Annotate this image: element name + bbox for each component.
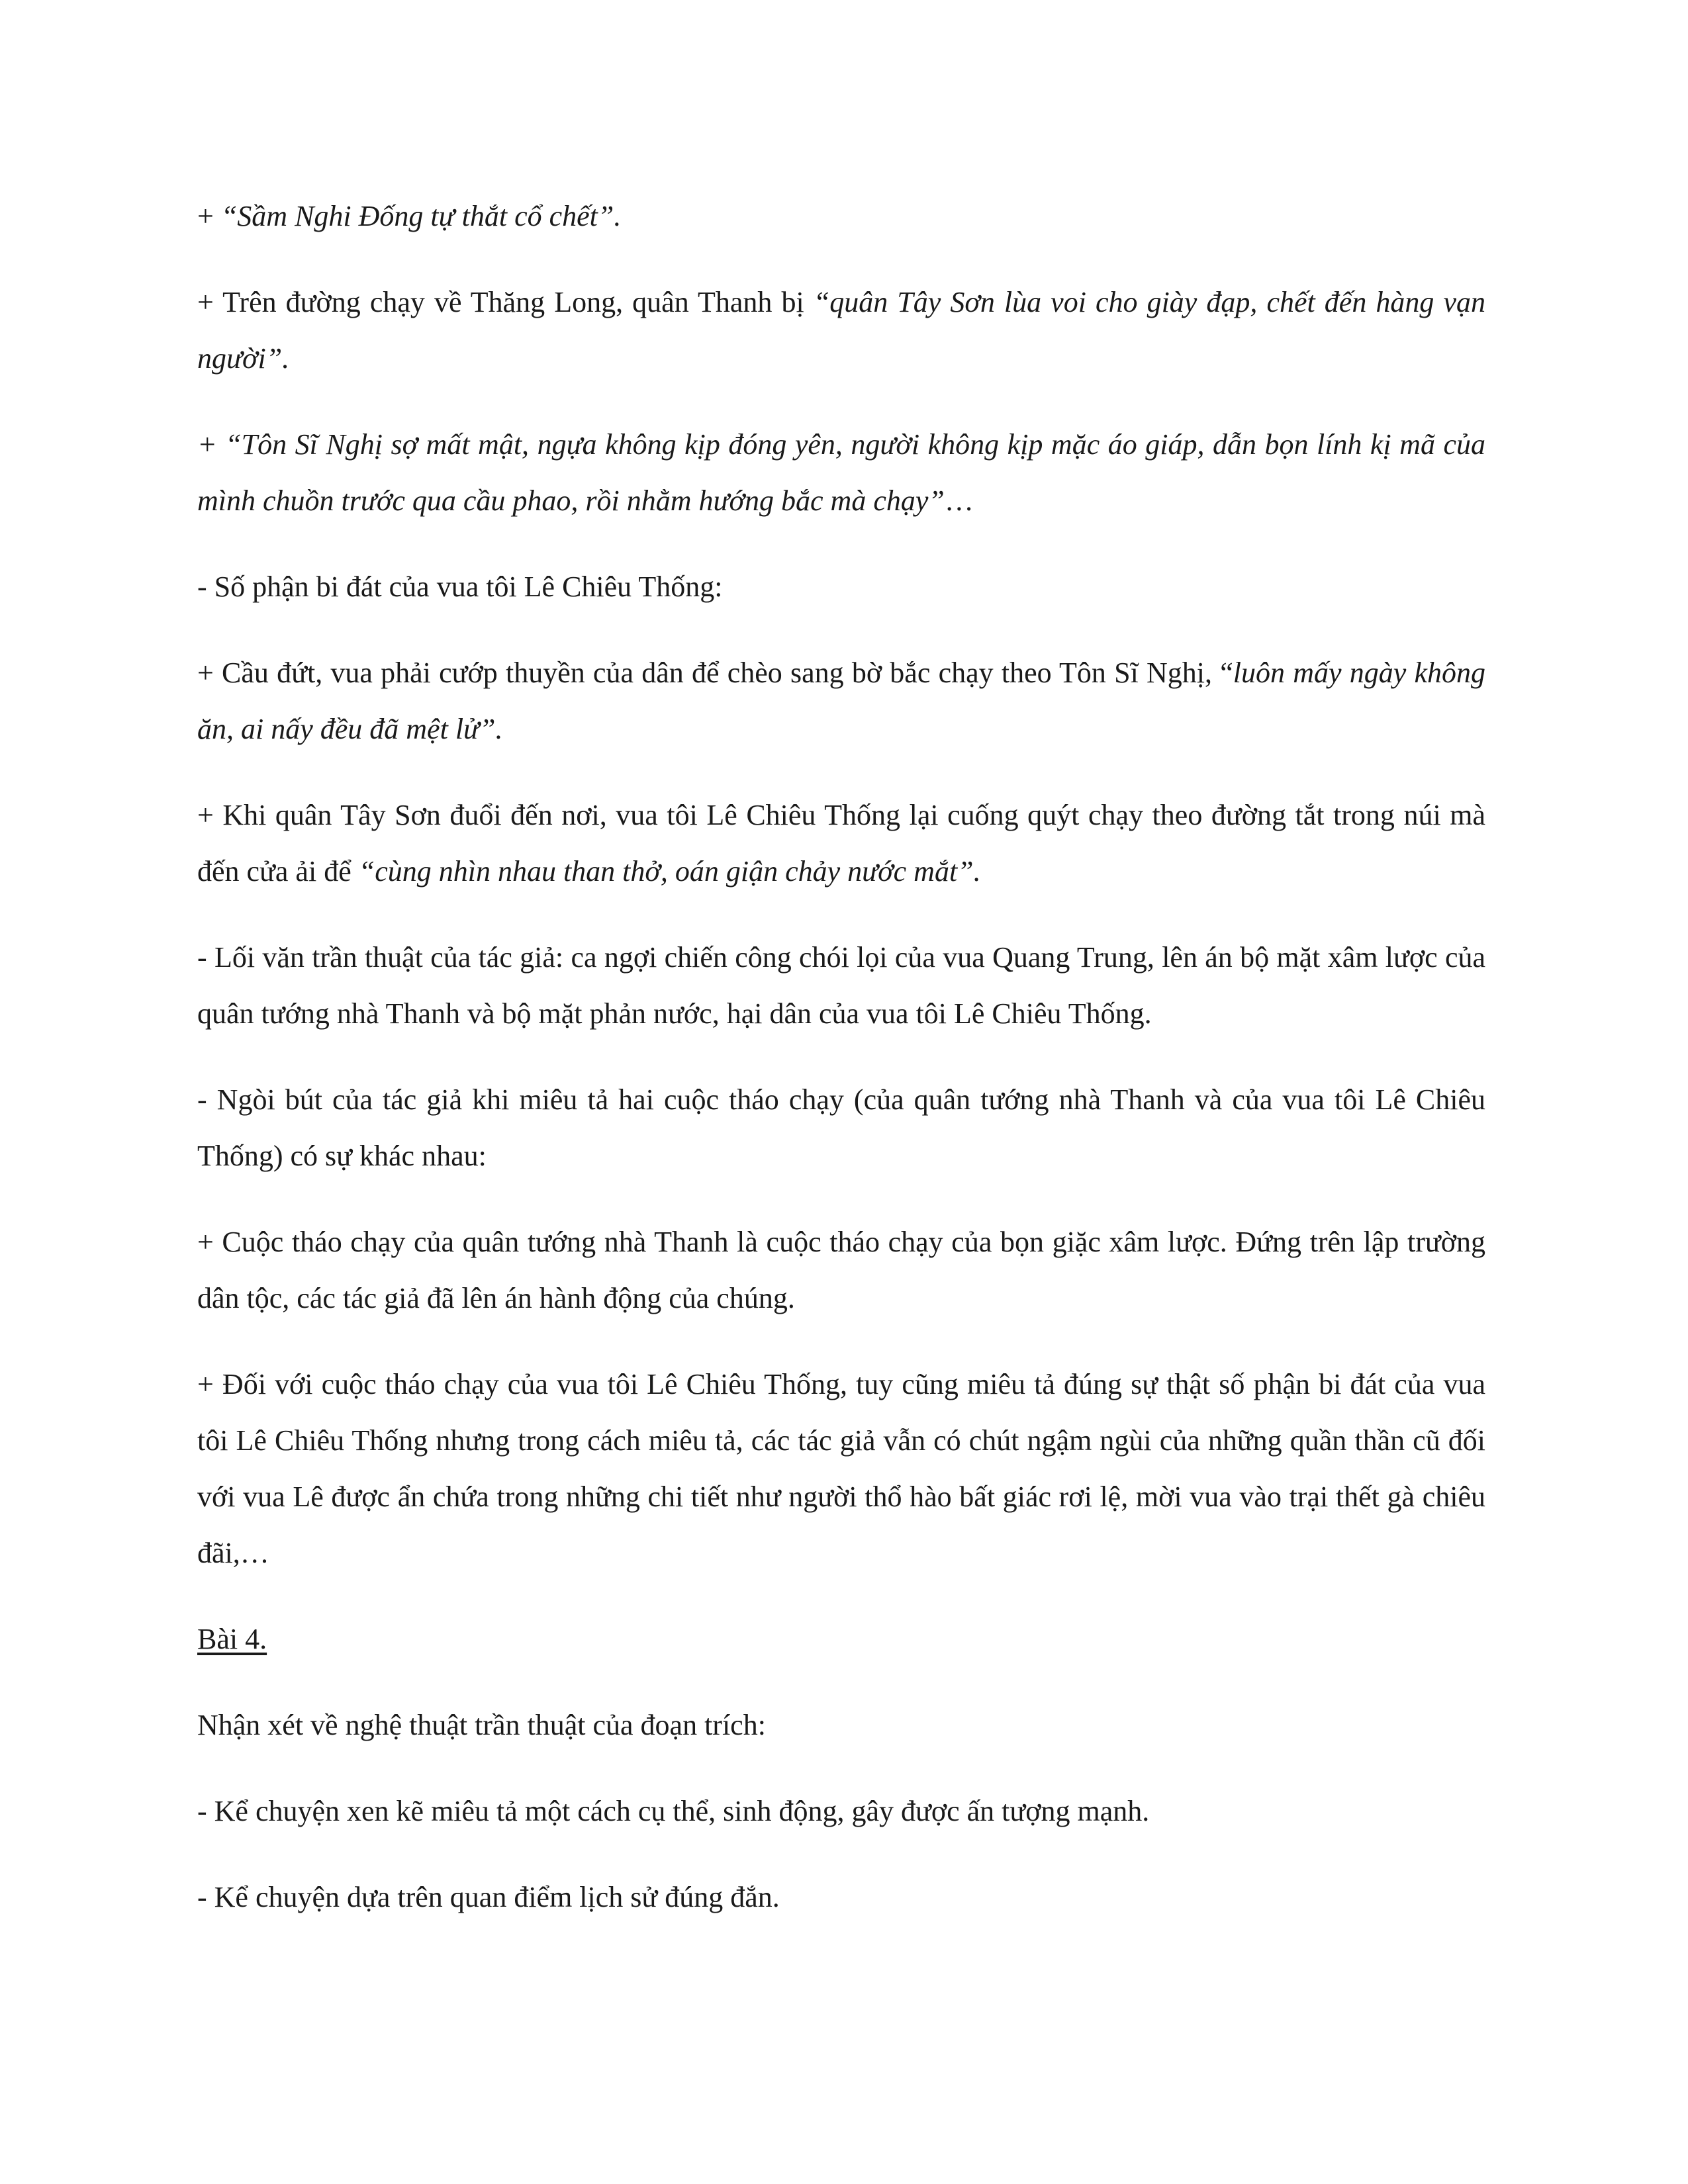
italic-quote: “Sầm Nghi Đống tự thắt cổ chết”. bbox=[220, 200, 622, 232]
text-segment: + Cầu đứt, vua phải cướp thuyền của dân để chèo sang bờ bắc chạy theo Tôn Sĩ Nghị, “ bbox=[197, 657, 1233, 689]
paragraph bbox=[197, 645, 1485, 757]
text-segment: - Lối văn trần thuật của tác giả: ca ngợi chiến công chói lọi của vua Quang Trung, lên án bộ mặt xâm lược của quân tướng nhà Thanh và bộ mặt phản nước, hại dân của vua tôi Lê Chiêu Thống. bbox=[197, 941, 1485, 1030]
section-heading bbox=[197, 1611, 1485, 1667]
paragraph bbox=[197, 274, 1485, 387]
paragraph bbox=[197, 1071, 1485, 1184]
paragraph bbox=[197, 787, 1485, 899]
paragraph bbox=[197, 559, 1485, 615]
text-segment: + Khi quân Tây Sơn đuổi đến nơi, vua tôi Lê Chiêu Thống lại cuống quýt chạy theo đường tắt trong núi mà đến cửa ải để bbox=[197, 799, 1485, 887]
text-segment: + bbox=[197, 200, 221, 232]
text-segment: + Đối với cuộc tháo chạy của vua tôi Lê Chiêu Thống, tuy cũng miêu tả đúng sự thật số phận bi đát của vua tôi Lê Chiêu Thống nhưng trong cách miêu tả, các tác giả vẫn có chút ngậm ngùi của những quần thần cũ đối với vua Lê được ẩn chứa trong những chi tiết như người thổ hào bất giác rơi lệ, mời vua vào trại thết gà chiêu đãi,… bbox=[197, 1368, 1485, 1569]
text-segment: - Ngòi bút của tác giả khi miêu tả hai cuộc tháo chạy (của quân tướng nhà Thanh và của vua tôi Lê Chiêu Thống) có sự khác nhau: bbox=[197, 1083, 1485, 1172]
paragraph bbox=[197, 416, 1485, 529]
text-segment: + Trên đường chạy về Thăng Long, quân Thanh bị bbox=[197, 286, 814, 318]
italic-quote: “cùng nhìn nhau than thở, oán giận chảy nước mắt”. bbox=[358, 855, 981, 887]
text-segment: - Số phận bi đát của vua tôi Lê Chiêu Thống: bbox=[197, 570, 723, 603]
italic-quote: luôn mấy ngày không ăn, ai nấy đều đã mệt lử”. bbox=[197, 657, 1486, 745]
text-segment: … bbox=[944, 484, 974, 517]
paragraph-group-bai-4 bbox=[197, 1697, 1485, 1925]
paragraph bbox=[197, 1214, 1485, 1326]
section-heading-text: Bài 4. bbox=[197, 1623, 267, 1655]
paragraph bbox=[197, 929, 1485, 1042]
paragraph bbox=[197, 188, 1485, 244]
paragraph-point: - Kể chuyện dựa trên quan điểm lịch sử đúng đắn. bbox=[197, 1881, 780, 1913]
document-body bbox=[197, 188, 1485, 1955]
paragraph-point: - Kể chuyện xen kẽ miêu tả một cách cụ thể, sinh động, gây được ấn tượng mạnh. bbox=[197, 1795, 1150, 1827]
text-segment: + Cuộc tháo chạy của quân tướng nhà Thanh là cuộc tháo chạy của bọn giặc xâm lược. Đứng trên lập trường dân tộc, các tác giả đã lên án hành động của chúng. bbox=[197, 1226, 1485, 1314]
italic-quote: “quân Tây Sơn lùa voi cho giày đạp, chết đến hàng vạn người”. bbox=[197, 286, 1485, 375]
paragraph bbox=[197, 1356, 1485, 1581]
italic-quote: + “Tôn Sĩ Nghị sợ mất mật, ngựa không kịp đóng yên, người không kịp mặc áo giáp, dẫn bọn lính kị mã của mình chuồn trước qua cầu phao, rồi nhằm hướng bắc mà chạy” bbox=[197, 428, 1485, 517]
paragraph-intro: Nhận xét về nghệ thuật trần thuật của đoạn trích: bbox=[197, 1709, 766, 1741]
paragraph-group-analysis bbox=[197, 188, 1485, 1581]
